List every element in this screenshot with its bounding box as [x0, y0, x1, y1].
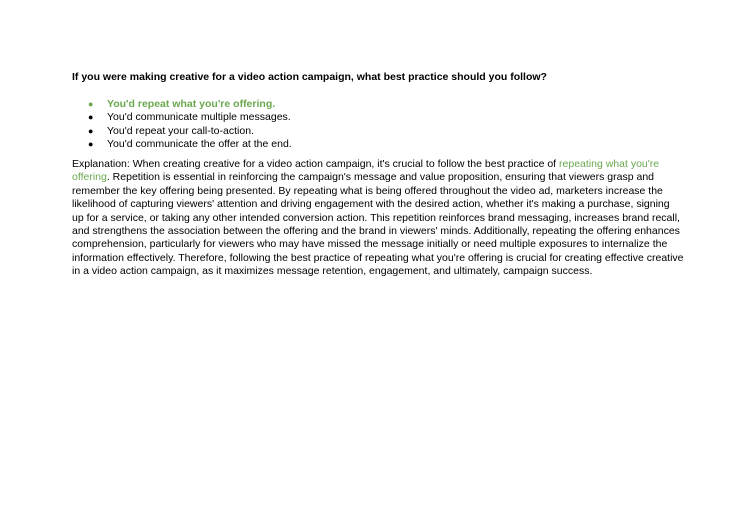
answer-option-label: You'd communicate the offer at the end. [107, 138, 292, 151]
explanation-text-start: Explanation: When creating creative for a video action campaign, it's crucial to follow the best practice of [72, 158, 560, 170]
bullet-icon: ● [88, 139, 94, 150]
answer-option [88, 125, 292, 138]
answer-option-label: You'd communicate multiple messages. [107, 111, 291, 124]
explanation-highlight: repeating what you're offering [72, 158, 660, 184]
bullet-icon: ● [88, 125, 94, 136]
answer-options-list [88, 98, 292, 152]
bullet-icon: ● [88, 112, 94, 123]
answer-option-label: You'd repeat your call-to-action. [107, 124, 254, 137]
explanation-text-end: . Repetition is essential in reinforcing the campaign's message and value proposition, ensuring that viewers grasp and remember the key offering being presented. By repeating what is being offered throughout the video ad, marketers increase the likelihood of capturing viewers' attention and driving engagement with the desired action, whether it's making a purchase, signing up for a service, or taking any other intended conversion action. This repetition reinforces brand messaging, increases brand recall, and strengthens the association between the offering and the brand in viewers' minds. Additionally, repeating the offering enhances comprehension, particularly for viewers who may have missed the message initially or need multiple exposures to internalize the information effectively. Therefore, following the best practice of repeating what you're offering is crucial for creating effective creative in a video action campaign, as it maximizes message retention, engagement, and ultimately, campaign success. [72, 171, 684, 278]
answer-option [88, 111, 292, 124]
bullet-icon: ● [88, 99, 94, 109]
question-text: If you were making creative for a video action campaign, what best practice should you follow? [72, 71, 547, 83]
answer-option [88, 138, 292, 151]
answer-option-correct [88, 98, 292, 111]
explanation-paragraph [72, 158, 684, 279]
answer-option-label: You'd repeat what you're offering. [107, 98, 276, 110]
